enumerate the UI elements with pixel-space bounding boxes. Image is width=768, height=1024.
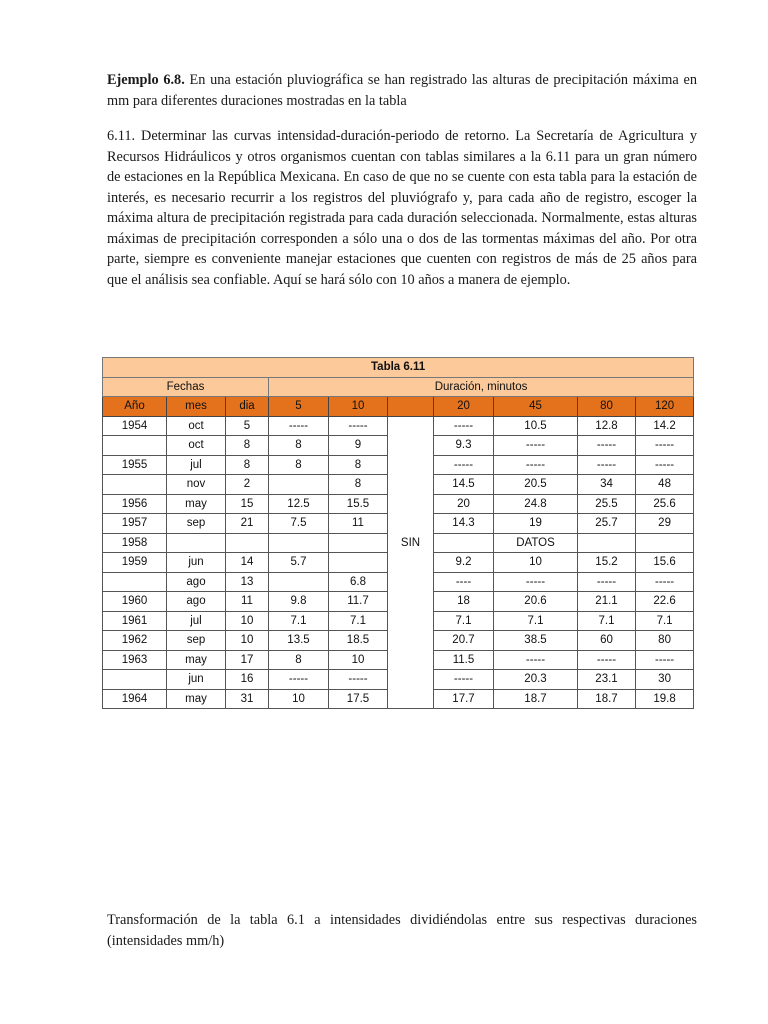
table-cell: 22.6 [636, 592, 694, 612]
table-cell: 18 [434, 592, 494, 612]
table-cell: 10 [269, 689, 329, 709]
table-cell: ago [167, 572, 226, 592]
table-cell: jul [167, 611, 226, 631]
table-cell [388, 514, 434, 534]
table-cell [388, 650, 434, 670]
table-cell [388, 475, 434, 495]
table-row [103, 631, 694, 651]
table-cell: 19.8 [636, 689, 694, 709]
table-cell: 11.7 [329, 592, 388, 612]
table-cell: 25.6 [636, 494, 694, 514]
table-cell: 14 [226, 553, 269, 573]
table-cell: 14.2 [636, 416, 694, 436]
table-cell: 30 [636, 670, 694, 690]
table-cell: ago [167, 592, 226, 612]
col-header-mes: mes [167, 397, 226, 417]
table-cell: ----- [269, 416, 329, 436]
table-cell: 6.8 [329, 572, 388, 592]
table-cell: may [167, 650, 226, 670]
table-cell [578, 533, 636, 553]
table-cell: 11.5 [434, 650, 494, 670]
table-cell [636, 533, 694, 553]
table-cell: 1962 [103, 631, 167, 651]
table-cell: 34 [578, 475, 636, 495]
table-cell: 25.7 [578, 514, 636, 534]
table-cell: ----- [494, 572, 578, 592]
table-cell: 10 [226, 631, 269, 651]
col-header-120: 120 [636, 397, 694, 417]
table-cell: 1955 [103, 455, 167, 475]
table-cell: ----- [269, 670, 329, 690]
footer-paragraph: Transformación de la tabla 6.1 a intensidades dividiéndolas entre sus respectivas duraciones (intensidades mm/h) [107, 912, 697, 949]
table-cell: 25.5 [578, 494, 636, 514]
table-cell [269, 475, 329, 495]
table-cell: 13 [226, 572, 269, 592]
table-cell [388, 455, 434, 475]
table-cell [103, 670, 167, 690]
table-row [103, 670, 694, 690]
table-row [103, 533, 694, 553]
table-cell: ----- [434, 416, 494, 436]
table-cell: 8 [269, 650, 329, 670]
table-cell: ----- [494, 455, 578, 475]
header-fechas: Fechas [103, 377, 269, 397]
table-cell: jul [167, 455, 226, 475]
table-cell: 38.5 [494, 631, 578, 651]
table-cell: 16 [226, 670, 269, 690]
table-cell: jun [167, 670, 226, 690]
table-cell: ----- [636, 650, 694, 670]
table-cell [388, 670, 434, 690]
table-cell: 8 [329, 475, 388, 495]
table-cell: 20.7 [434, 631, 494, 651]
table-cell: 7.1 [578, 611, 636, 631]
table-cell [103, 475, 167, 495]
table-cell [434, 533, 494, 553]
table-row [103, 475, 694, 495]
table-cell: 7.1 [636, 611, 694, 631]
table-cell: 1964 [103, 689, 167, 709]
group-header-row [103, 377, 694, 397]
table-cell: 1959 [103, 553, 167, 573]
table-cell: jun [167, 553, 226, 573]
table-cell [269, 572, 329, 592]
table-cell: 8 [226, 436, 269, 456]
table-cell [388, 416, 434, 436]
table-cell: 20.6 [494, 592, 578, 612]
table-cell: 8 [269, 455, 329, 475]
table-cell: 12.8 [578, 416, 636, 436]
col-header-5: 5 [269, 397, 329, 417]
table-cell: 29 [636, 514, 694, 534]
table-cell: 60 [578, 631, 636, 651]
table-cell: 9.8 [269, 592, 329, 612]
table-cell: 9.2 [434, 553, 494, 573]
table-cell: 19 [494, 514, 578, 534]
table-row [103, 416, 694, 436]
table-cell: ----- [494, 650, 578, 670]
table-body [103, 358, 694, 709]
table-row [103, 553, 694, 573]
table-cell: 15 [226, 494, 269, 514]
table-cell: oct [167, 436, 226, 456]
table-cell: 17.7 [434, 689, 494, 709]
table-row [103, 650, 694, 670]
table-cell: ----- [434, 455, 494, 475]
table-cell [388, 592, 434, 612]
table-cell: 18.7 [494, 689, 578, 709]
col-header-blank [388, 397, 434, 417]
table-cell: may [167, 494, 226, 514]
table-cell [103, 436, 167, 456]
table-cell: 18.7 [578, 689, 636, 709]
table-cell: 15.6 [636, 553, 694, 573]
table-cell: 2 [226, 475, 269, 495]
table-cell: ---- [434, 572, 494, 592]
table-cell: sep [167, 514, 226, 534]
table-row [103, 592, 694, 612]
table-cell [388, 689, 434, 709]
example-intro-paragraph [107, 70, 697, 111]
table-cell: 21.1 [578, 592, 636, 612]
table-row [103, 494, 694, 514]
table-cell: SIN [388, 533, 434, 553]
example-label: Ejemplo 6.8. [107, 72, 185, 88]
table-cell: 10 [329, 650, 388, 670]
table-row [103, 611, 694, 631]
table-cell: 8 [329, 455, 388, 475]
col-header-45: 45 [494, 397, 578, 417]
precipitation-table [102, 357, 694, 709]
table-cell: may [167, 689, 226, 709]
table-cell: ----- [578, 455, 636, 475]
table-row [103, 514, 694, 534]
table-cell: oct [167, 416, 226, 436]
table-cell: ----- [578, 572, 636, 592]
header-duracion: Duración, minutos [269, 377, 694, 397]
table-cell [226, 533, 269, 553]
table-cell: 21 [226, 514, 269, 534]
table-cell: 17.5 [329, 689, 388, 709]
table-cell: nov [167, 475, 226, 495]
table-cell: ----- [636, 436, 694, 456]
col-header-ano: Año [103, 397, 167, 417]
table-cell: 23.1 [578, 670, 636, 690]
table-cell [388, 553, 434, 573]
table-cell: 1958 [103, 533, 167, 553]
column-header-row [103, 397, 694, 417]
table-cell: 20.3 [494, 670, 578, 690]
table-cell: 17 [226, 650, 269, 670]
table-cell [388, 611, 434, 631]
table-cell: 15.5 [329, 494, 388, 514]
table-cell: ----- [329, 670, 388, 690]
table-cell: 7.1 [434, 611, 494, 631]
table-cell: 1961 [103, 611, 167, 631]
table-row [103, 572, 694, 592]
table-cell: 11 [226, 592, 269, 612]
table-cell [329, 553, 388, 573]
table-cell: 12.5 [269, 494, 329, 514]
col-header-10: 10 [329, 397, 388, 417]
table-cell: ----- [494, 436, 578, 456]
col-header-20: 20 [434, 397, 494, 417]
table-cell [388, 631, 434, 651]
table-cell: 80 [636, 631, 694, 651]
table-cell: 7.1 [329, 611, 388, 631]
table-cell: 7.5 [269, 514, 329, 534]
table-cell: ----- [636, 572, 694, 592]
table-cell: 1963 [103, 650, 167, 670]
table-cell: 14.5 [434, 475, 494, 495]
table-cell: 1957 [103, 514, 167, 534]
table-cell: ----- [434, 670, 494, 690]
table-row [103, 436, 694, 456]
table-cell: 18.5 [329, 631, 388, 651]
table-cell: 8 [269, 436, 329, 456]
table-cell: 20 [434, 494, 494, 514]
table-cell [103, 572, 167, 592]
table-cell [269, 533, 329, 553]
table-cell: 8 [226, 455, 269, 475]
table-cell: 10 [494, 553, 578, 573]
col-header-80: 80 [578, 397, 636, 417]
table-cell: 15.2 [578, 553, 636, 573]
table-cell: 20.5 [494, 475, 578, 495]
table-title-row [103, 358, 694, 378]
table-cell [388, 572, 434, 592]
description-paragraph: 6.11. Determinar las curvas intensidad-duración-periodo de retorno. La Secretaría de Agricultura y Recursos Hidráulicos y otros organismos cuentan con tablas similares a la 6.11 para un gran número de estaciones en la República Mexicana. En caso de que no se cuente con esta tabla para la estación de interés, es necesario recurrir a los registros del pluviógrafo y, para cada año de registro, escoger la máxima altura de precipitación registrada para cada duración seleccionada. Normalmente, estas alturas máximas de precipitación corresponden a sólo una o dos de las tormentas máximas del año. Por otra parte, siempre es conveniente manejar estaciones que cuenten con registros de más de 25 años para que el análisis sea confiable. Aquí se hará sólo con 10 años a manera de ejemplo. [107, 128, 697, 288]
table-cell: 1954 [103, 416, 167, 436]
table-cell: sep [167, 631, 226, 651]
example-text: En una estación pluviográfica se han registrado las alturas de precipitación máxima en mm para diferentes duraciones mostradas en la tabla [107, 72, 697, 109]
table-cell: 10 [226, 611, 269, 631]
table-cell: 5.7 [269, 553, 329, 573]
table-cell: 5 [226, 416, 269, 436]
table-cell: 10.5 [494, 416, 578, 436]
table-row [103, 455, 694, 475]
table-cell: ----- [636, 455, 694, 475]
table-title: Tabla 6.11 [103, 358, 694, 378]
table-cell: 9.3 [434, 436, 494, 456]
table-cell [388, 494, 434, 514]
table-row [103, 689, 694, 709]
table-cell: 24.8 [494, 494, 578, 514]
table-cell: DATOS [494, 533, 578, 553]
table-cell: 11 [329, 514, 388, 534]
table-cell: 9 [329, 436, 388, 456]
table-cell: 7.1 [494, 611, 578, 631]
table-cell: 13.5 [269, 631, 329, 651]
table-cell: ----- [329, 416, 388, 436]
table-cell: 1960 [103, 592, 167, 612]
table-cell [167, 533, 226, 553]
table-cell: ----- [578, 436, 636, 456]
table-cell [329, 533, 388, 553]
col-header-dia: dia [226, 397, 269, 417]
table-cell: ----- [578, 650, 636, 670]
table-cell: 31 [226, 689, 269, 709]
table-cell: 48 [636, 475, 694, 495]
table-cell [388, 436, 434, 456]
table-cell: 1956 [103, 494, 167, 514]
table-cell: 14.3 [434, 514, 494, 534]
table-cell: 7.1 [269, 611, 329, 631]
